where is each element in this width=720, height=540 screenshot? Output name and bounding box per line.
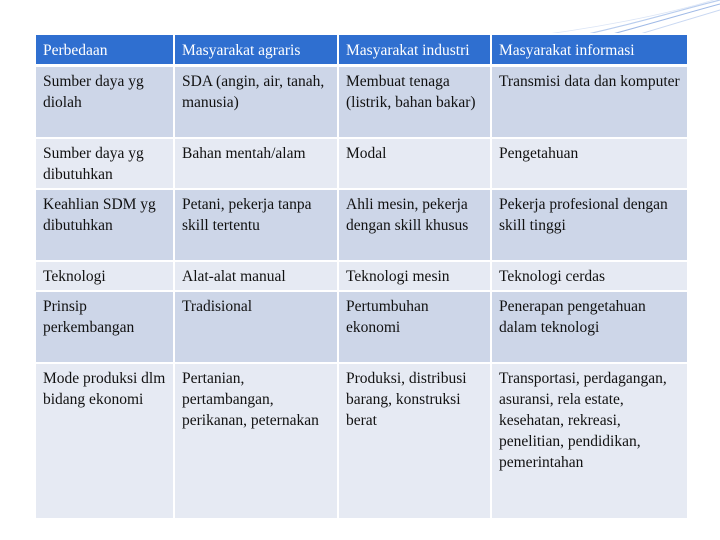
comparison-table [34,33,689,520]
table-row [35,66,688,138]
header-cell: Perbedaan [35,34,174,66]
table-row [35,291,688,363]
table-cell: Membuat tenaga (listrik, bahan bakar) [338,66,491,138]
table-row [35,138,688,189]
header-cell: Masyarakat agraris [174,34,338,66]
table-cell: Pertumbuhan ekonomi [338,291,491,363]
table-cell: Mode produksi dlm bidang ekonomi [35,363,174,519]
table-cell: Petani, pekerja tanpa skill tertentu [174,189,338,261]
table-cell: Pekerja profesional dengan skill tinggi [491,189,688,261]
table-cell: Prinsip perkembangan [35,291,174,363]
comparison-table-container [34,33,687,520]
table-cell: Tradisional [174,291,338,363]
table-cell: Teknologi [35,261,174,291]
table-cell: Alat-alat manual [174,261,338,291]
header-cell: Masyarakat industri [338,34,491,66]
table-cell: SDA (angin, air, tanah, manusia) [174,66,338,138]
table-cell: Bahan mentah/alam [174,138,338,189]
table-cell: Produksi, distribusi barang, konstruksi berat [338,363,491,519]
table-cell: Sumber daya yg dibutuhkan [35,138,174,189]
table-row [35,363,688,519]
table-cell: Pertanian, pertambangan, perikanan, peternakan [174,363,338,519]
table-cell: Transmisi data dan komputer [491,66,688,138]
header-cell: Masyarakat informasi [491,34,688,66]
table-cell: Penerapan pengetahuan dalam teknologi [491,291,688,363]
table-header-row [35,34,688,66]
table-row [35,189,688,261]
table-cell: Modal [338,138,491,189]
table-row [35,261,688,291]
table-cell: Teknologi cerdas [491,261,688,291]
table-cell: Sumber daya yg diolah [35,66,174,138]
table-cell: Transportasi, perdagangan, asuransi, rela estate, kesehatan, rekreasi, penelitian, pendidikan, pemerintahan [491,363,688,519]
table-cell: Ahli mesin, pekerja dengan skill khusus [338,189,491,261]
table-cell: Keahlian SDM yg dibutuhkan [35,189,174,261]
table-cell: Teknologi mesin [338,261,491,291]
table-cell: Pengetahuan [491,138,688,189]
